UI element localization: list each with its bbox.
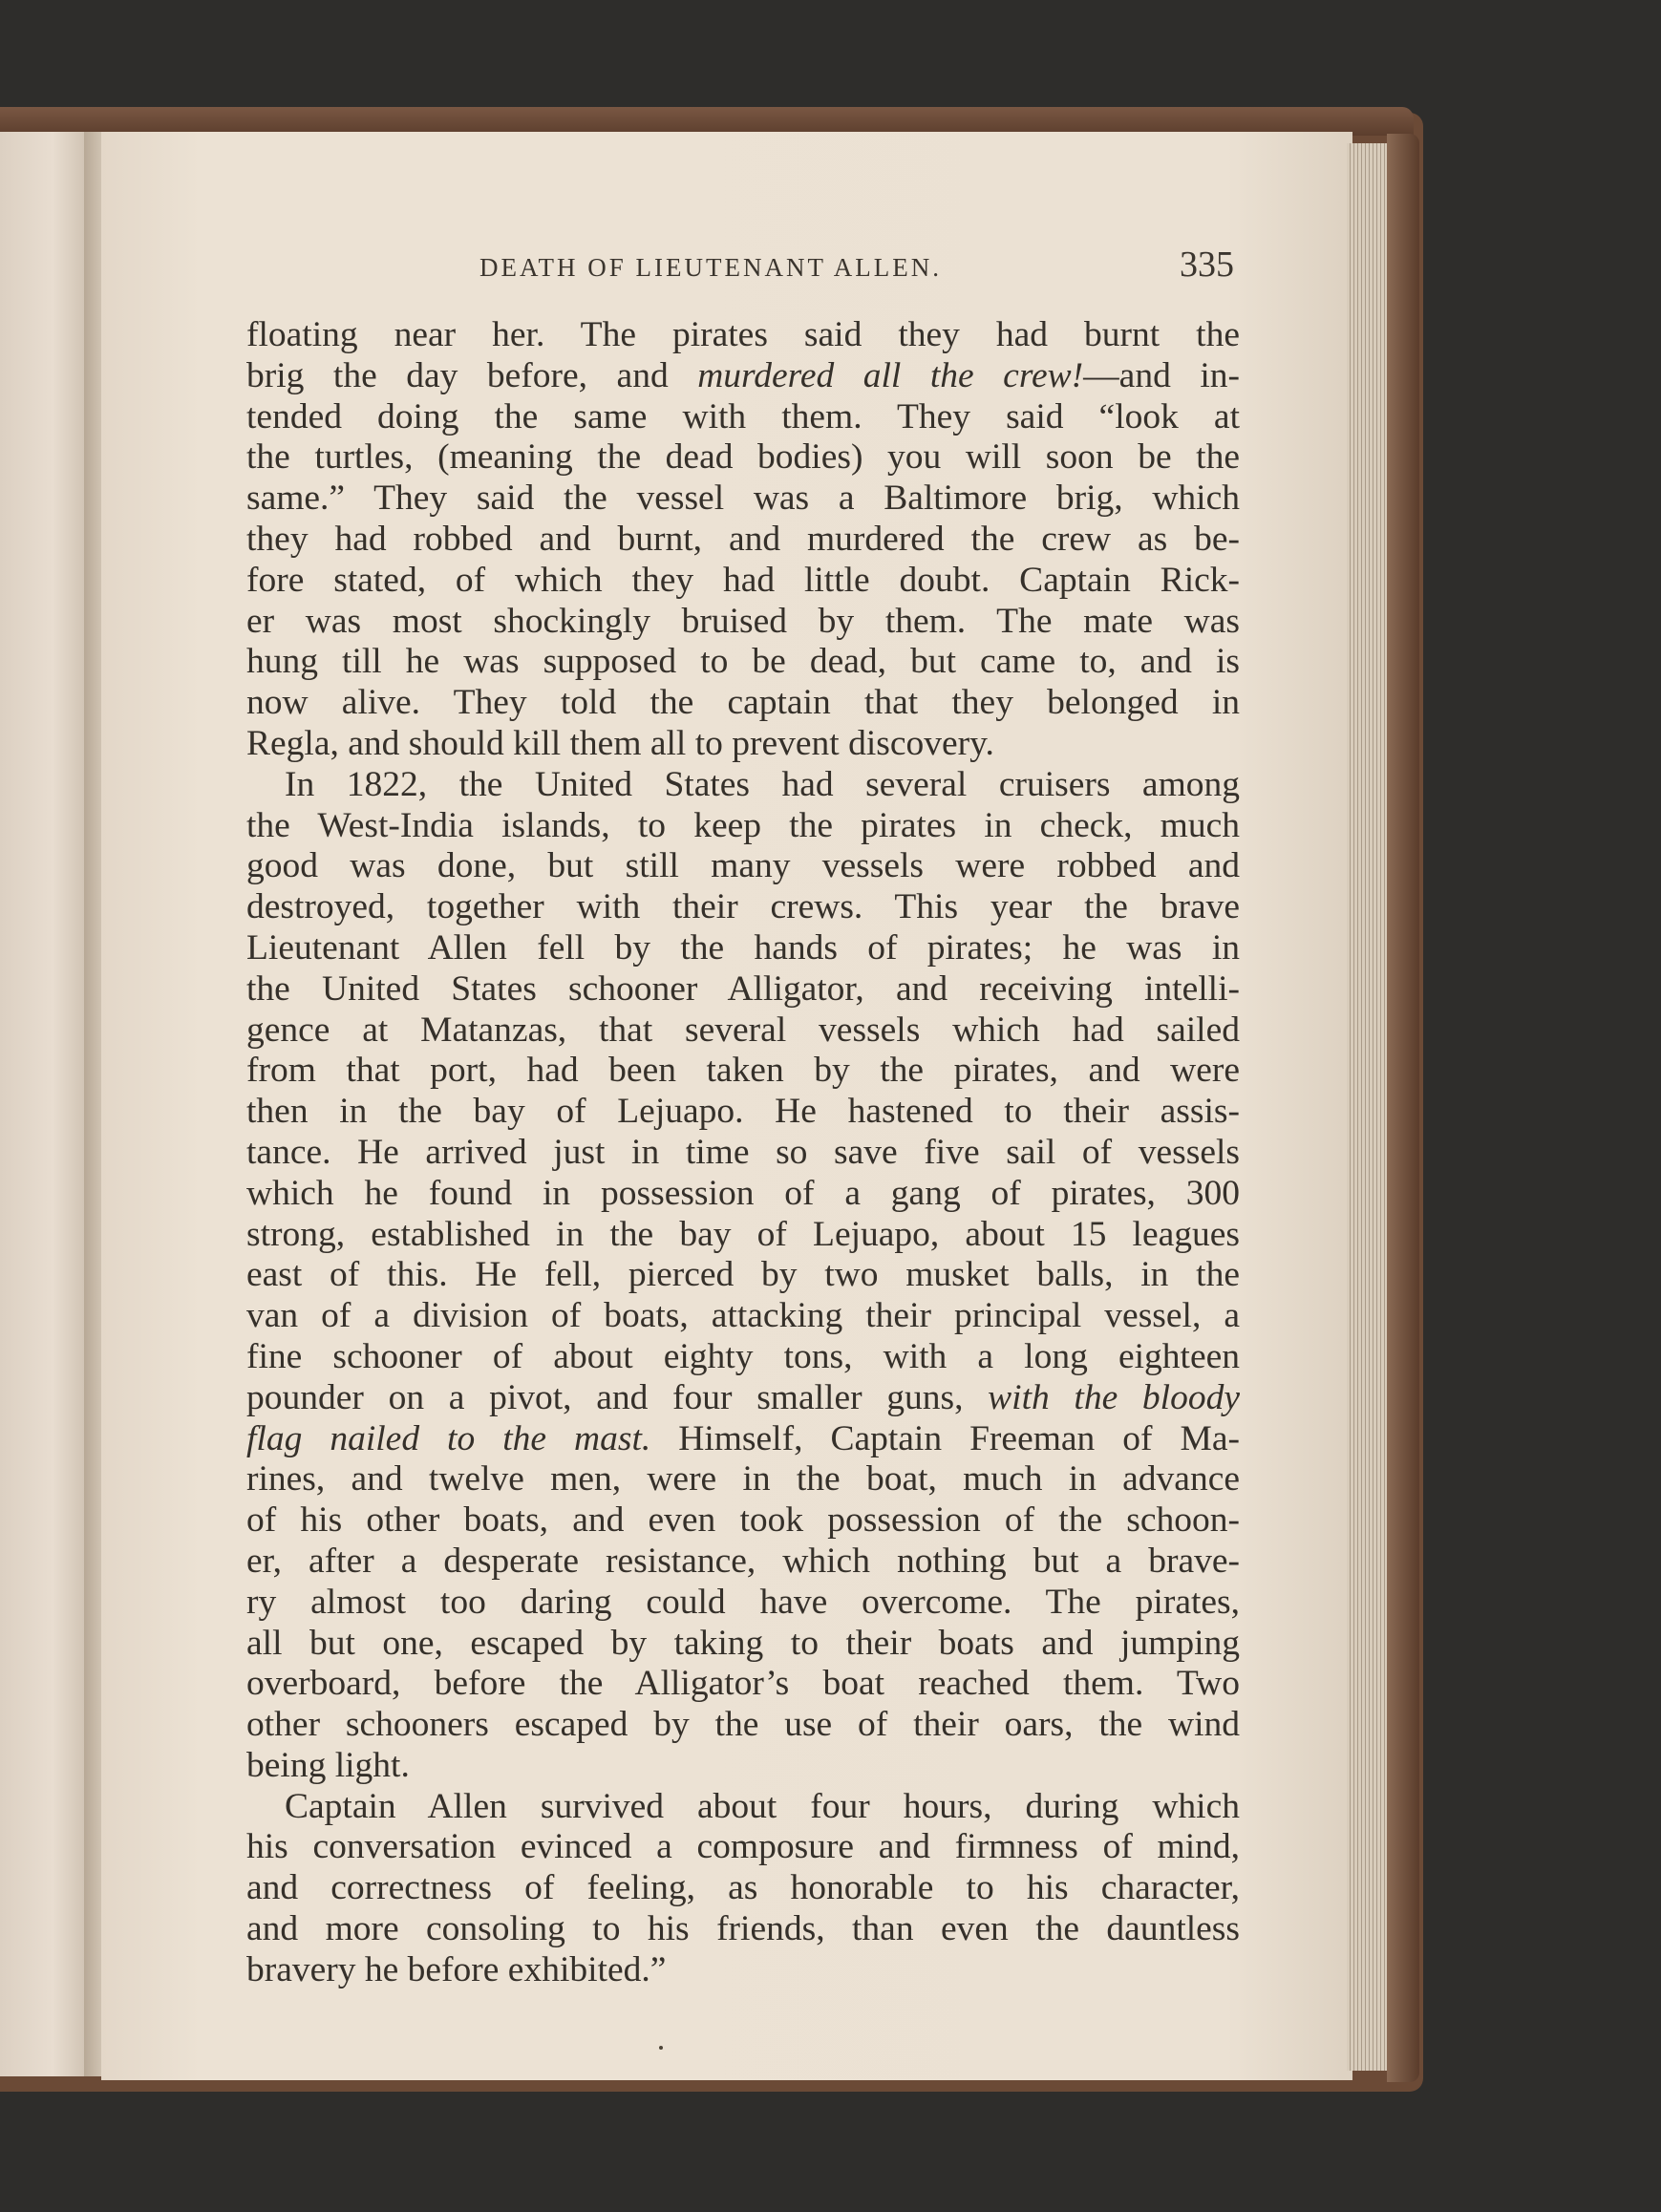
- text-line: hung till he was supposed to be dead, but came to, and is: [246, 642, 1240, 682]
- text-line: tance. He arrived just in time so save five sail of vessels: [246, 1132, 1240, 1172]
- text-run: brig the day before, and: [246, 355, 698, 395]
- text-line: and correctness of feeling, as honorable to his character,: [246, 1868, 1240, 1908]
- text-line: which he found in possession of a gang of pirates, 300: [246, 1173, 1240, 1213]
- body-text: [246, 315, 1240, 1991]
- text-line: overboard, before the Alligator’s boat reached them. Two: [246, 1664, 1240, 1704]
- text-line: and more consoling to his friends, than even the dauntless: [246, 1909, 1240, 1949]
- text-line: Captain Allen survived about four hours, during which: [285, 1786, 1240, 1826]
- text-line: then in the bay of Lejuapo. He hastened to their assis-: [246, 1092, 1240, 1132]
- text-line: [246, 1378, 1240, 1419]
- text-line: tended doing the same with them. They said “look at: [246, 396, 1240, 436]
- text-line: of his other boats, and even took possession of the schoon-: [246, 1500, 1240, 1541]
- text-line: from that port, had been taken by the pirates, and were: [246, 1051, 1240, 1091]
- page-number: 335: [1180, 245, 1234, 285]
- text-line: the United States schooner Alligator, and receiving intelli-: [246, 968, 1240, 1009]
- text-run: Himself, Captain Freeman of Ma-: [650, 1418, 1240, 1458]
- text-line: being light.: [246, 1745, 410, 1785]
- text-line: Lieutenant Allen fell by the hands of pirates; he was in: [246, 927, 1240, 968]
- text-line: bravery he before exhibited.”: [246, 1949, 667, 1989]
- text-line: now alive. They told the captain that they belonged in: [246, 683, 1240, 723]
- italic-phrase: with the bloody: [988, 1377, 1240, 1417]
- page-speck: [659, 2046, 663, 2050]
- text-line: rines, and twelve men, were in the boat, much in advance: [246, 1459, 1240, 1499]
- text-line: er, after a desperate resistance, which nothing but a brave-: [246, 1541, 1240, 1581]
- text-run: —and in-: [1083, 355, 1240, 395]
- text-line: van of a division of boats, attacking their principal vessel, a: [246, 1296, 1240, 1336]
- text-line: [246, 1419, 1240, 1460]
- text-run: pounder on a pivot, and four smaller guns,: [246, 1377, 989, 1417]
- italic-phrase: murdered all the crew!: [697, 355, 1084, 395]
- text-line: strong, established in the bay of Lejuapo, about 15 leagues: [246, 1214, 1240, 1254]
- page-header: [258, 244, 1234, 291]
- running-head: DEATH OF LIEUTENANT ALLEN.: [479, 253, 942, 282]
- text-line: gence at Matanzas, that several vessels which had sailed: [246, 1010, 1240, 1050]
- text-line: er was most shockingly bruised by them. The mate was: [246, 601, 1240, 641]
- italic-phrase: flag nailed to the mast.: [246, 1418, 651, 1458]
- page-block-edges: [1347, 143, 1393, 2071]
- text-line: [246, 356, 1240, 397]
- text-line: ry almost too daring could have overcome. The pirates,: [246, 1582, 1240, 1622]
- text-line: other schooners escaped by the use of their oars, the wind: [246, 1705, 1240, 1745]
- text-line: east of this. He fell, pierced by two musket balls, in the: [246, 1255, 1240, 1295]
- text-line: his conversation evinced a composure and firmness of mind,: [246, 1827, 1240, 1867]
- text-line: they had robbed and burnt, and murdered the crew as be-: [246, 519, 1240, 559]
- text-line: fore stated, of which they had little doubt. Captain Rick-: [246, 560, 1240, 600]
- text-line: floating near her. The pirates said they had burnt the: [246, 315, 1240, 354]
- book-fore-edge-cover: [1387, 134, 1419, 2082]
- text-line: good was done, but still many vessels were robbed and: [246, 846, 1240, 886]
- text-line: In 1822, the United States had several cruisers among: [285, 764, 1240, 804]
- text-line: the turtles, (meaning the dead bodies) you will soon be the: [246, 437, 1240, 478]
- text-line: fine schooner of about eighty tons, with a long eighteen: [246, 1336, 1240, 1376]
- text-line: all but one, escaped by taking to their boats and jumping: [246, 1623, 1240, 1663]
- text-line: Regla, and should kill them all to prevent discovery.: [246, 723, 994, 763]
- text-line: same.” They said the vessel was a Baltimore brig, which: [246, 479, 1240, 519]
- left-page-sliver: [0, 132, 88, 2076]
- text-line: destroyed, together with their crews. This year the brave: [246, 887, 1240, 927]
- text-line: the West-India islands, to keep the pirates in check, much: [246, 805, 1240, 845]
